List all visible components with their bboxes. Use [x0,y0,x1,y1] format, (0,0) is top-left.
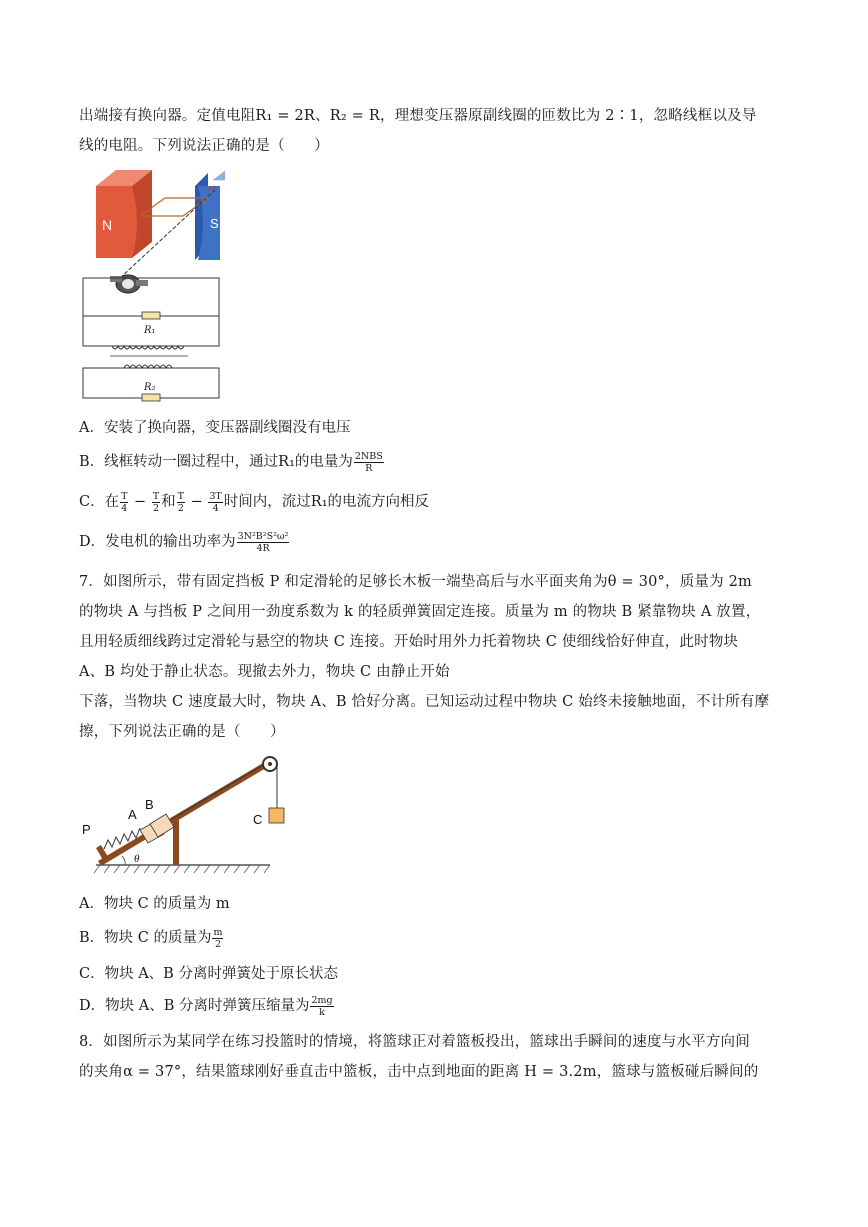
q6-text-line-2: 线的电阻。下列说法正确的是（ ） [79,138,329,154]
fraction-t-over-2-b: $\frac{T}{2}$ [177,490,185,514]
q7-text-line-5: 下落，当物块 C 速度最大时，物块 A、B 恰好分离。已知运动过程中物块 C 始终未接触地面，不计所有摩 [79,694,770,710]
r2-label: R₂ [144,382,156,393]
q6-option-b-text: B．线框转动一圈过程中，通过R₁的电量为 [79,454,353,470]
q7-option-a: A．物块 C 的质量为 m [79,896,230,912]
q7-text-line-3: 且用轻质细线跨过定滑轮与悬空的物块 C 连接。开始时用外力托着物块 C 使细线恰好伸直，此时物块 [79,634,739,650]
q7-text-line-4: A、B 均处于静止状态。现撤去外力，物块 C 由静止开始 [79,664,450,680]
q6-option-d-fraction: $\frac{\text{3N²B²S²ω²}}{4R}$ [237,530,289,554]
q6-option-d-text: D．发电机的输出功率为 [79,534,236,550]
label-a: A [128,807,137,822]
dash-2: − [186,494,208,510]
q7-figure-incline [78,752,288,880]
q7-text-line-2: 的物块 A 与挡板 P 之间用一劲度系数为 k 的轻质弹簧固定连接。质量为 m 的物块 B 紧靠物块 A 放置， [79,604,761,620]
q7-text-line-6: 擦，下列说法正确的是（ ） [79,724,285,740]
label-b: B [145,797,154,812]
q6-figure-generator-circuit [80,168,225,404]
q6-option-c-prefix: C．在 [79,494,120,510]
q8-text-line-1: 8．如图所示为某同学在练习投篮时的情境，将篮球正对着篮板投出，篮球出手瞬间的速度与水平方向间 [79,1034,750,1050]
q7-option-d-text: D．物块 A、B 分离时弹簧压缩量为 [79,998,310,1014]
q6-option-d [79,530,290,554]
q7-option-d-fraction: $\frac{2mg}{k}$ [311,994,333,1018]
q6-text-line-1: 出端接有换向器。定值电阻R₁ = 2R、R₂ = R，理想变压器原副线圈的匝数比为 2∶1，忽略线框以及导 [79,108,757,124]
q7-option-b-text: B．物块 C 的质量为 [79,930,212,946]
q7-option-c: C．物块 A、B 分离时弹簧处于原长状态 [79,966,338,982]
q6-option-b [79,450,385,474]
fraction-t-over-2: $\frac{T}{2}$ [152,490,160,514]
q6-option-c [79,490,429,514]
q6-option-a: A．安装了换向器，变压器副线圈没有电压 [79,420,351,436]
label-p: P [82,822,91,837]
label-theta: θ [134,853,140,865]
magnet-n-label: N [102,217,113,233]
dash: − [129,494,151,510]
q6-option-b-fraction: $\frac{\text{2NBS}}{R}$ [354,450,383,474]
and-word: 和 [161,494,176,510]
q7-option-b-fraction: $\frac{m}{2}$ [213,926,223,950]
q7-option-b [79,926,224,950]
fraction-t-over-4: $\frac{T}{4}$ [121,490,128,514]
q7-text-line-1: 7．如图所示，带有固定挡板 P 和定滑轮的足够长木板一端垫高后与水平面夹角为θ = 30°，质量为 2m [79,574,752,590]
label-c: C [253,812,263,827]
q8-text-line-2: 的夹角α = 37°，结果篮球刚好垂直击中篮板，击中点到地面的距离 H = 3.2m，篮球与篮板碰后瞬间的 [79,1064,759,1080]
r1-label: R₁ [144,325,156,336]
magnet-s-label: S [210,216,219,231]
q7-option-d [79,994,335,1018]
q6-option-c-suffix: 时间内，流过R₁的电流方向相反 [223,494,430,510]
fraction-3t-over-4: $\frac{3T}{4}$ [209,490,222,514]
